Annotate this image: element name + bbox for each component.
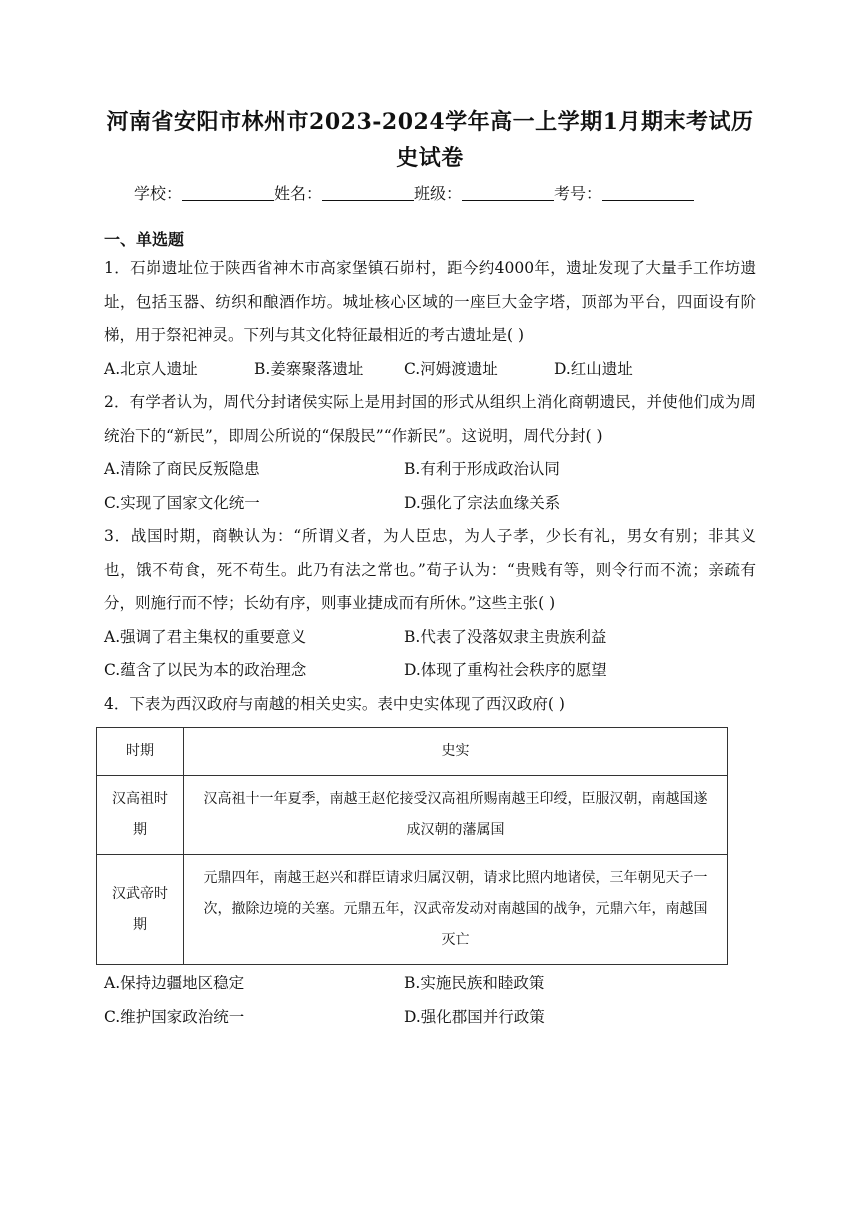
page-title: 河南省安阳市林州市2023-2024学年高一上学期1月期末考试历史试卷 (106, 109, 754, 171)
school-blank (182, 184, 274, 201)
question-stem: 2．有学者认为，周代分封诸侯实际上是用封国的形式从组织上消化商朝遗民，并使他们成为周统治下的“新民”，即周公所说的“保殷民”“作新民”。这说明，周代分封( ) (104, 393, 756, 445)
option-b: B.实施民族和睦政策 (404, 974, 545, 992)
option-d: D.强化了宗法血缘关系 (404, 493, 561, 512)
table-header-cell: 时期 (97, 728, 184, 776)
options-row (104, 453, 756, 487)
question-stem: 3．战国时期，商鞅认为：“所谓义者，为人臣忠，为人子孝，少长有礼，男女有别；非其义也，饿不苟食，死不苟生。此乃有法之常也。”荀子认为：“贵贱有等，则令行而不流；亲疏有分，则施行而不悖；长幼有序，则事业捷成而有所休。”这些主张( ) (104, 527, 756, 612)
option-a: A.保持边疆地区稳定 (104, 974, 245, 992)
option-d: D.强化郡国并行政策 (404, 1007, 545, 1026)
option-b: B.有利于形成政治认同 (404, 460, 560, 478)
options-row (104, 487, 756, 521)
option-c: C.蕴含了以民为本的政治理念 (104, 661, 307, 679)
section-title: 一、单选题 (104, 230, 185, 249)
option-b: B.姜寨聚落遗址 (254, 359, 364, 378)
option-a: A.清除了商民反叛隐患 (104, 460, 260, 478)
question-1 (104, 252, 756, 386)
option-d: D.红山遗址 (554, 359, 633, 378)
table-header-cell: 史实 (184, 728, 728, 776)
exam-number-blank (602, 184, 694, 201)
table-cell-period: 汉高祖时期 (97, 776, 184, 855)
option-a: A.北京人遗址 (104, 359, 198, 378)
option-b: B.代表了没落奴隶主贵族利益 (404, 627, 607, 646)
question-stem: 1．石峁遗址位于陕西省神木市高家堡镇石峁村，距今约4000年，遗址发现了大量手工作坊遗址，包括玉器、纺织和酿酒作坊。城址核心区域的一座巨大金字塔，顶部为平台，四面设有阶梯，用于祭祀神灵。下列与其文化特征最相近的考古遗址是( ) (104, 259, 756, 344)
name-blank (322, 184, 414, 201)
name-field (274, 182, 414, 206)
options-row (104, 967, 756, 1001)
option-a: A.强调了君主集权的重要意义 (104, 627, 307, 646)
table-row (97, 776, 728, 855)
question-stem: 4．下表为西汉政府与南越的相关史实。表中史实体现了西汉政府( ) (104, 694, 565, 713)
history-table (96, 727, 728, 965)
exam-number-label: 考号： (554, 184, 603, 203)
option-c: C.实现了国家文化统一 (104, 493, 260, 512)
option-c: C.维护国家政治统一 (104, 1007, 245, 1026)
option-c: C.河姆渡遗址 (404, 359, 498, 378)
name-label: 姓名： (274, 184, 323, 203)
school-label: 学校： (134, 184, 183, 203)
school-field (134, 182, 274, 206)
class-field (414, 182, 554, 206)
table-cell-fact: 汉高祖十一年夏季，南越王赵佗接受汉高祖所赐南越王印绶，臣服汉朝，南越国遂成汉朝的藩属国 (184, 776, 728, 855)
question-4 (104, 688, 756, 1035)
question-2 (104, 386, 756, 520)
question-3 (104, 520, 756, 688)
options-row (104, 654, 756, 688)
options-row (104, 1001, 756, 1035)
class-label: 班级： (414, 184, 463, 203)
table-cell-period: 汉武帝时期 (97, 855, 184, 965)
option-d: D.体现了重构社会秩序的愿望 (404, 661, 607, 679)
exam-number-field (554, 182, 694, 206)
table-header-row (97, 728, 728, 776)
table-cell-fact: 元鼎四年，南越王赵兴和群臣请求归属汉朝，请求比照内地诸侯，三年朝见天子一次，撤除边境的关塞。元鼎五年，汉武帝发动对南越国的战争，元鼎六年，南越国灭亡 (184, 855, 728, 965)
table-row (97, 855, 728, 965)
options-row (104, 353, 756, 387)
options-row (104, 621, 756, 655)
class-blank (462, 184, 554, 201)
student-info-row (104, 182, 756, 206)
